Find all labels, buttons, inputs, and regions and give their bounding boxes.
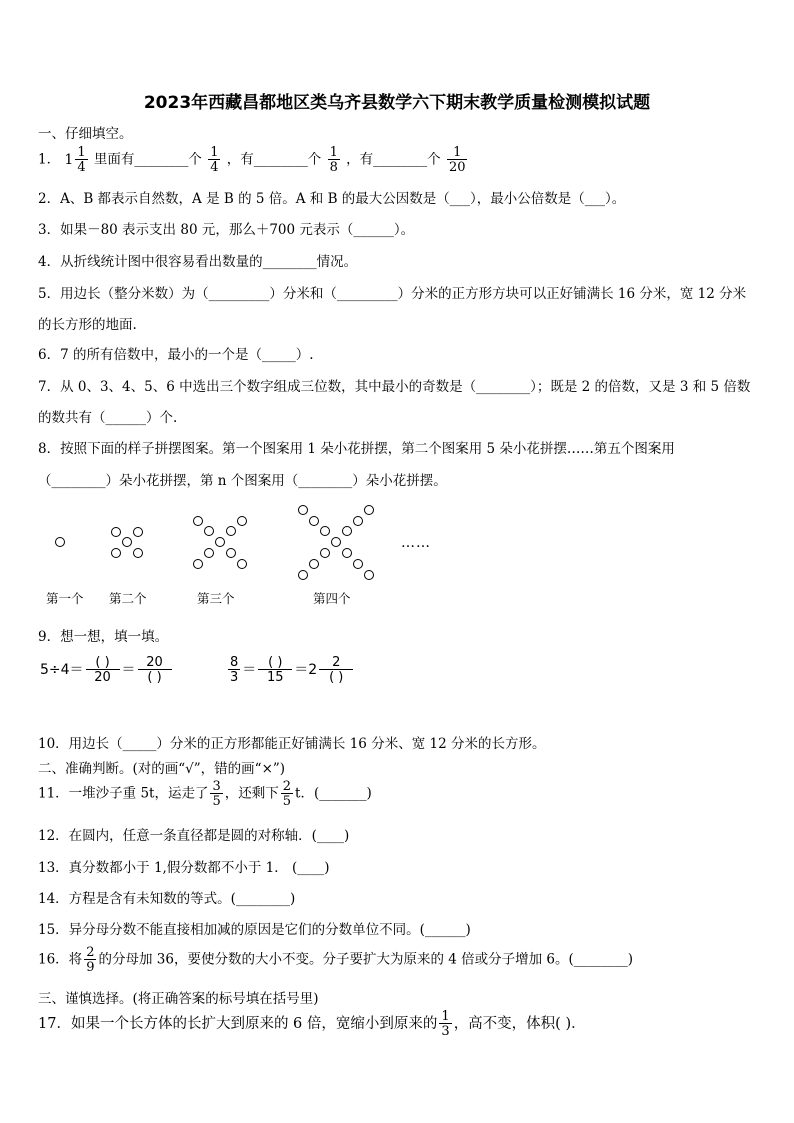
question-8: 8．按照下面的样子拼摆图案。第一个图案用 1 朵小花拼摆，第二个图案用 5 朵小花拼摆……第五个图案用 — [38, 441, 675, 457]
flower-circle — [298, 505, 308, 515]
question-10: 10．用边长（_____）分米的正方形都能正好铺满长 16 分米、宽 12 分米的长方形。 — [38, 736, 546, 752]
flower-circle — [364, 505, 374, 515]
question-3: 3．如果－80 表示支出 80 元，那么＋700 元表示（______）。 — [38, 222, 415, 238]
flower-circle — [193, 559, 203, 569]
question-15: 15．异分母分数不能直接相加减的原因是它们的分数单位不同。(______) — [38, 922, 471, 938]
equation-1: 5÷4＝ $\frac{( )}{20}$ ＝ $\frac{20}{( )}$ — [40, 656, 174, 684]
flower-circle — [309, 559, 319, 569]
question-7-cont: 的数共有（______）个. — [38, 410, 178, 426]
question-11: 11．一堆沙子重 5t，运走了 $\frac{3}{5}$ ，还剩下 $\frac{2}{5}$ t．(_______) — [38, 779, 372, 809]
question-5: 5．用边长（整分米数）为（_________）分米和（_________）分米的正方形方块可以正好铺满长 16 分米，宽 12 分米 — [38, 286, 747, 302]
flower-circle — [204, 526, 214, 536]
flower-circle — [55, 537, 65, 547]
fraction: $\frac{1}{8}$ — [329, 145, 338, 175]
flower-circle — [342, 526, 352, 536]
flower-circle — [133, 527, 143, 537]
flower-circle — [193, 516, 203, 526]
pattern-label: 第一个 — [46, 591, 84, 606]
flower-circle — [320, 526, 330, 536]
fraction: $\frac{2}{5}$ — [282, 779, 292, 809]
flower-circle — [237, 559, 247, 569]
flower-circle — [320, 548, 330, 558]
question-5-cont: 的长方形的地面. — [38, 317, 137, 333]
flower-circle — [133, 548, 143, 558]
pattern-label: 第三个 — [197, 591, 235, 606]
flower-circle — [353, 516, 363, 526]
flower-circle — [111, 527, 121, 537]
flower-circle — [364, 570, 374, 580]
equation-2: $\frac{8}{3}$ ＝ $\frac{( )}{15}$ ＝2 $\frac{2}{( )}$ — [226, 656, 355, 684]
flower-circle — [237, 516, 247, 526]
fraction: $\frac{2}{9}$ — [86, 945, 95, 975]
fraction: $\frac{1}{4}$ — [210, 145, 219, 175]
page-title: 2023年西藏昌都地区类乌齐县数学六下期末教学质量检测模拟试题 — [143, 93, 651, 113]
question-14: 14．方程是含有未知数的等式。(________) — [38, 891, 296, 907]
question-12: 12．在圆内，任意一条直径都是圆的对称轴．(____) — [38, 828, 350, 844]
flower-circle — [226, 548, 236, 558]
flower-circle — [204, 548, 214, 558]
section-heading: 一、仔细填空。 — [38, 126, 133, 142]
fraction: $\frac{1}{3}$ — [441, 1009, 450, 1039]
pattern-label: 第四个 — [313, 591, 351, 606]
fraction: $\frac{8}{3}$ — [230, 655, 239, 685]
question-6: 6．7 的所有倍数中，最小的一个是（_____）. — [38, 347, 314, 363]
fraction: $\frac{1}{20}$ — [448, 145, 466, 175]
fraction: $\frac{( )}{15}$ — [258, 656, 292, 684]
ellipsis: …… — [401, 535, 431, 551]
question-17: 17．如果一个长方体的长扩大到原来的 6 倍，宽缩小到原来的 $\frac{1}{3}$ ，高不变，体积( )． — [38, 1009, 586, 1039]
flower-circle — [331, 537, 341, 547]
question-7: 7．从 0、3、4、5、6 中选出三个数字组成三位数，其中最小的奇数是（________）；既是 2 的倍数，又是 3 和 5 倍数 — [38, 379, 751, 395]
flower-circle — [111, 548, 121, 558]
flower-circle — [226, 526, 236, 536]
fraction: $\frac{1}{4}$ — [77, 145, 86, 175]
fraction: $\frac{( )}{20}$ — [86, 656, 120, 684]
fraction: $\frac{3}{5}$ — [212, 779, 221, 809]
flower-circle — [309, 516, 319, 526]
fraction: $\frac{2}{( )}$ — [319, 656, 353, 684]
question-4: 4．从折线统计图中很容易看出数量的________情况。 — [38, 254, 358, 270]
question-8-cont: （________）朵小花拼摆，第 n 个图案用（________）朵小花拼摆。 — [38, 473, 447, 489]
section-heading: 二、准确判断。(对的画“√”，错的画“×”) — [38, 761, 286, 777]
pattern-label: 第二个 — [109, 591, 147, 606]
flower-circle — [298, 570, 308, 580]
question-1: 1． 1 $\frac{1}{4}$ 里面有________个 $\frac{1}{4}$ ，有________个 $\frac{1}{8}$ ，有________个 $\frac{1}{20}$ — [38, 145, 466, 175]
question-13: 13．真分数都小于 1,假分数都不小于 1． (____) — [38, 860, 330, 876]
flower-circle — [342, 548, 352, 558]
question-9: 9．想一想，填一填。 — [38, 629, 169, 645]
flower-circle — [353, 559, 363, 569]
question-2: 2．A、B 都表示自然数，A 是 B 的 5 倍。A 和 B 的最大公因数是（___），最小公倍数是（___）。 — [38, 191, 626, 207]
section-heading: 三、谨慎选择。(将正确答案的标号填在括号里) — [38, 991, 319, 1007]
fraction: $\frac{20}{( )}$ — [138, 656, 172, 684]
flower-circle — [122, 537, 132, 547]
flower-circle — [215, 537, 225, 547]
question-16: 16．将 $\frac{2}{9}$ 的分母加 36，要使分数的大小不变。分子要扩大为原来的 4 倍或分子增加 6。(________) — [38, 945, 634, 975]
